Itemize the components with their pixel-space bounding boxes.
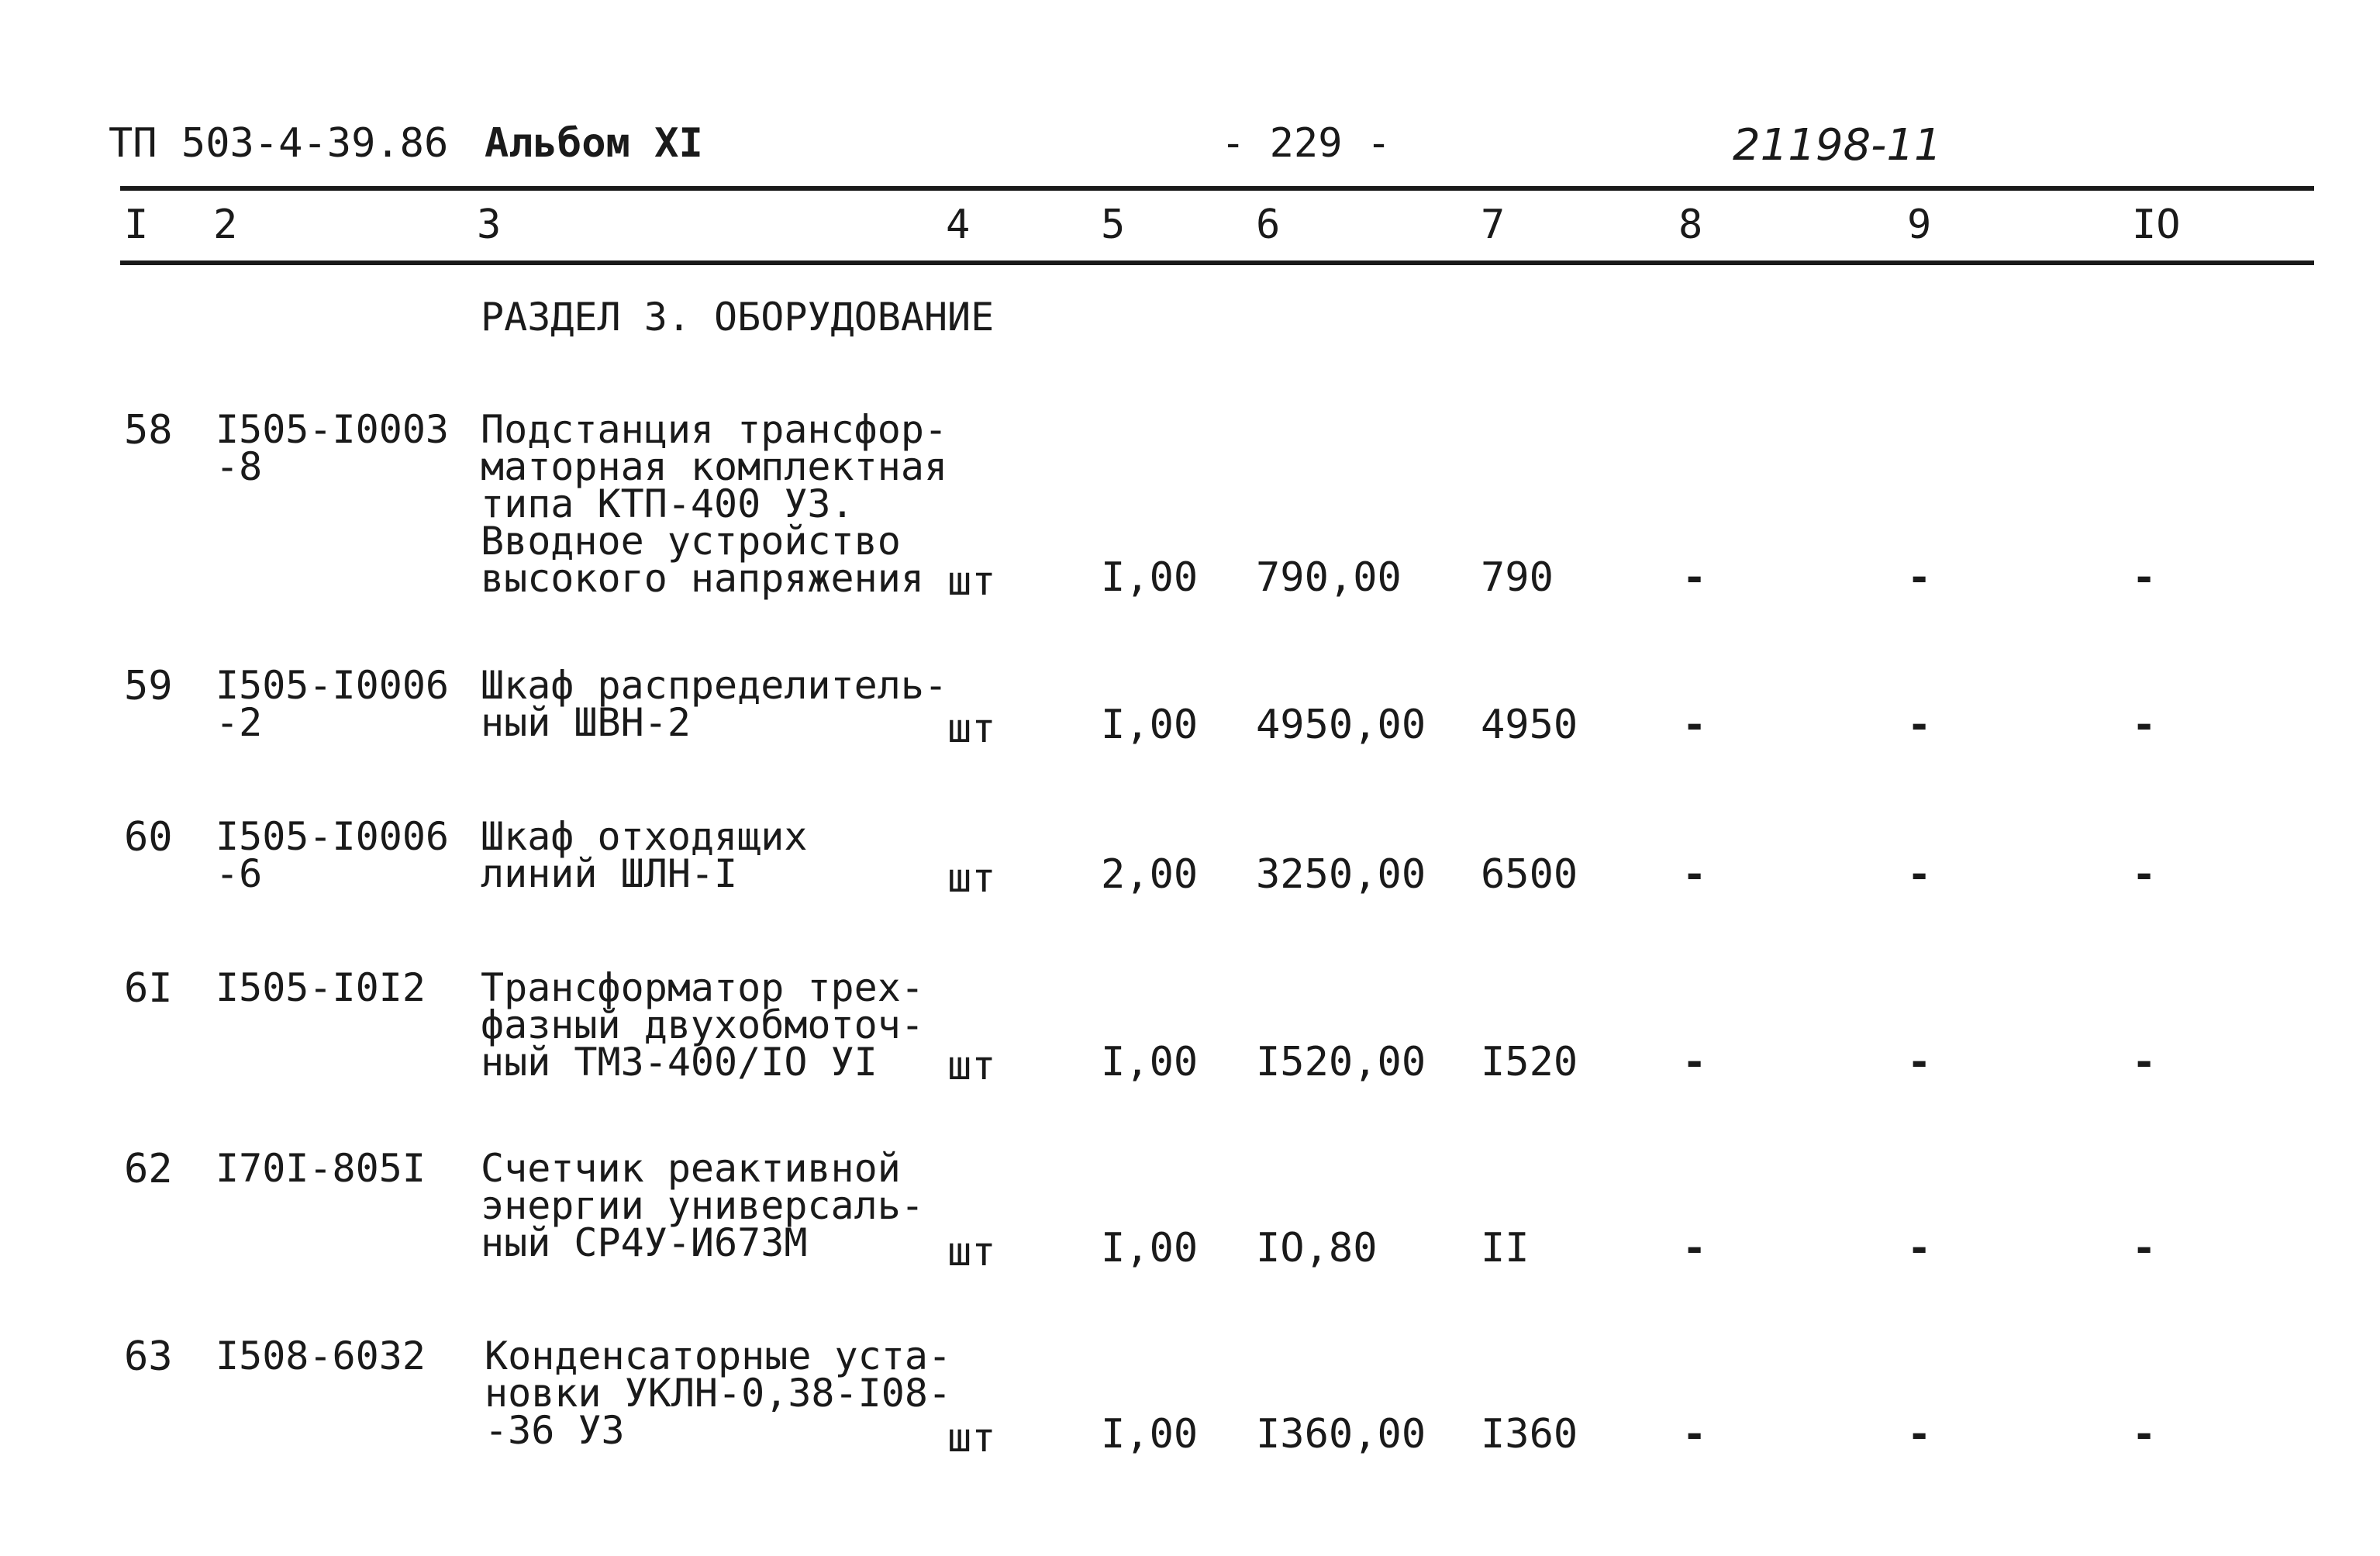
code-line: I505-I0I2 — [216, 965, 426, 1010]
row-price: 3250,00 — [1256, 851, 1426, 898]
column-number-6: 6 — [1256, 202, 1281, 248]
code-line: -8 — [216, 444, 263, 489]
row-quantity: I,00 — [1101, 1225, 1199, 1271]
name-line: высокого напряжения — [481, 556, 924, 601]
code-line: -2 — [216, 700, 263, 745]
row-name — [481, 814, 808, 896]
name-line: Подстанция трансфор- — [481, 407, 948, 452]
row-total: I520 — [1481, 1039, 1578, 1085]
code-line: I508-6032 — [216, 1333, 426, 1378]
top-rule — [120, 186, 2314, 191]
column-number-7: 7 — [1481, 202, 1506, 248]
row-total: II — [1481, 1225, 1530, 1271]
row-col9: - — [1907, 1039, 1932, 1085]
row-col10: - — [2132, 554, 2157, 601]
column-number-8: 8 — [1678, 202, 1703, 248]
name-line: фазный двухобмоточ- — [481, 1002, 924, 1047]
row-name — [481, 1146, 924, 1265]
code-line: -6 — [216, 851, 263, 896]
document-code: ТП 503-4-39.86 — [109, 120, 449, 167]
row-number: 59 — [124, 663, 173, 709]
row-total: I360 — [1481, 1411, 1578, 1458]
column-number-3: 3 — [477, 202, 502, 248]
row-col9: - — [1907, 1411, 1932, 1458]
row-unit: шт — [947, 558, 996, 605]
row-col8: - — [1682, 1039, 1707, 1085]
name-line: ный ШВН-2 — [481, 700, 691, 745]
row-col8: - — [1682, 1411, 1707, 1458]
row-quantity: I,00 — [1101, 1411, 1199, 1458]
row-unit: шт — [947, 855, 996, 902]
name-line: ный СР4У-И673М — [481, 1220, 808, 1265]
column-number-10: IO — [2132, 202, 2181, 248]
name-line: Шкаф отходящих — [481, 814, 808, 859]
row-col8: - — [1682, 702, 1707, 748]
row-code — [216, 1333, 426, 1378]
row-number: 62 — [124, 1146, 173, 1192]
row-number: 63 — [124, 1333, 173, 1380]
row-col10: - — [2132, 702, 2157, 748]
row-quantity: I,00 — [1101, 702, 1199, 748]
row-price: 4950,00 — [1256, 702, 1426, 748]
row-price: I520,00 — [1256, 1039, 1426, 1085]
row-total: 6500 — [1481, 851, 1578, 898]
row-col10: - — [2132, 1411, 2157, 1458]
row-price: 790,00 — [1256, 554, 1402, 601]
row-code — [216, 407, 450, 489]
name-line: маторная комплектная — [481, 444, 948, 489]
section-title: РАЗДЕЛ 3. ОБОРУДОВАНИЕ — [481, 295, 995, 340]
row-unit: шт — [947, 1043, 996, 1089]
name-line: -36 УЗ — [485, 1408, 625, 1453]
name-line: Трансформатор трех- — [481, 965, 924, 1010]
name-line: Вводное устройство — [481, 519, 901, 564]
code-line: I505-I0006 — [216, 663, 450, 708]
column-header-rule — [120, 260, 2314, 265]
row-name — [481, 965, 924, 1085]
row-name — [481, 663, 948, 745]
row-name — [481, 407, 948, 601]
column-number-1: I — [124, 202, 149, 248]
handwritten-number: 21198-11 — [1733, 120, 1942, 171]
album-label: Альбом XI — [485, 120, 703, 167]
column-number-4: 4 — [946, 202, 971, 248]
row-col8: - — [1682, 1225, 1707, 1271]
row-quantity: I,00 — [1101, 1039, 1199, 1085]
row-col8: - — [1682, 851, 1707, 898]
column-number-9: 9 — [1907, 202, 1932, 248]
name-line: линий ШЛН-I — [481, 851, 738, 896]
row-name — [485, 1333, 952, 1453]
row-code — [216, 814, 450, 896]
row-col8: - — [1682, 554, 1707, 601]
row-price: IO,80 — [1256, 1225, 1378, 1271]
row-col9: - — [1907, 851, 1932, 898]
row-col9: - — [1907, 554, 1932, 601]
row-quantity: I,00 — [1101, 554, 1199, 601]
row-total: 4950 — [1481, 702, 1578, 748]
row-code — [216, 965, 426, 1010]
row-quantity: 2,00 — [1101, 851, 1199, 898]
row-code — [216, 1146, 426, 1191]
name-line: новки УКЛН-0,38-I08- — [485, 1371, 952, 1416]
row-unit: шт — [947, 1415, 996, 1461]
row-price: I360,00 — [1256, 1411, 1426, 1458]
page-number: - 229 - — [1221, 120, 1392, 167]
code-line: I505-I0006 — [216, 814, 450, 859]
row-col10: - — [2132, 1225, 2157, 1271]
name-line: энергии универсаль- — [481, 1183, 924, 1228]
name-line: Конденсаторные уста- — [485, 1333, 952, 1378]
row-number: 6I — [124, 965, 173, 1012]
row-number: 58 — [124, 407, 173, 454]
name-line: типа КТП-400 УЗ. — [481, 481, 854, 526]
row-col9: - — [1907, 702, 1932, 748]
row-number: 60 — [124, 814, 173, 861]
name-line: Счетчик реактивной — [481, 1146, 901, 1191]
column-number-5: 5 — [1101, 202, 1126, 248]
row-col9: - — [1907, 1225, 1932, 1271]
name-line: ный ТМЗ-400/IO УI — [481, 1040, 878, 1085]
row-unit: шт — [947, 1229, 996, 1275]
row-col10: - — [2132, 1039, 2157, 1085]
name-line: Шкаф распределитель- — [481, 663, 948, 708]
row-unit: шт — [947, 706, 996, 752]
code-line: I505-I0003 — [216, 407, 450, 452]
row-code — [216, 663, 450, 745]
code-line: I70I-805I — [216, 1146, 426, 1191]
column-number-2: 2 — [213, 202, 238, 248]
row-col10: - — [2132, 851, 2157, 898]
row-total: 790 — [1481, 554, 1554, 601]
